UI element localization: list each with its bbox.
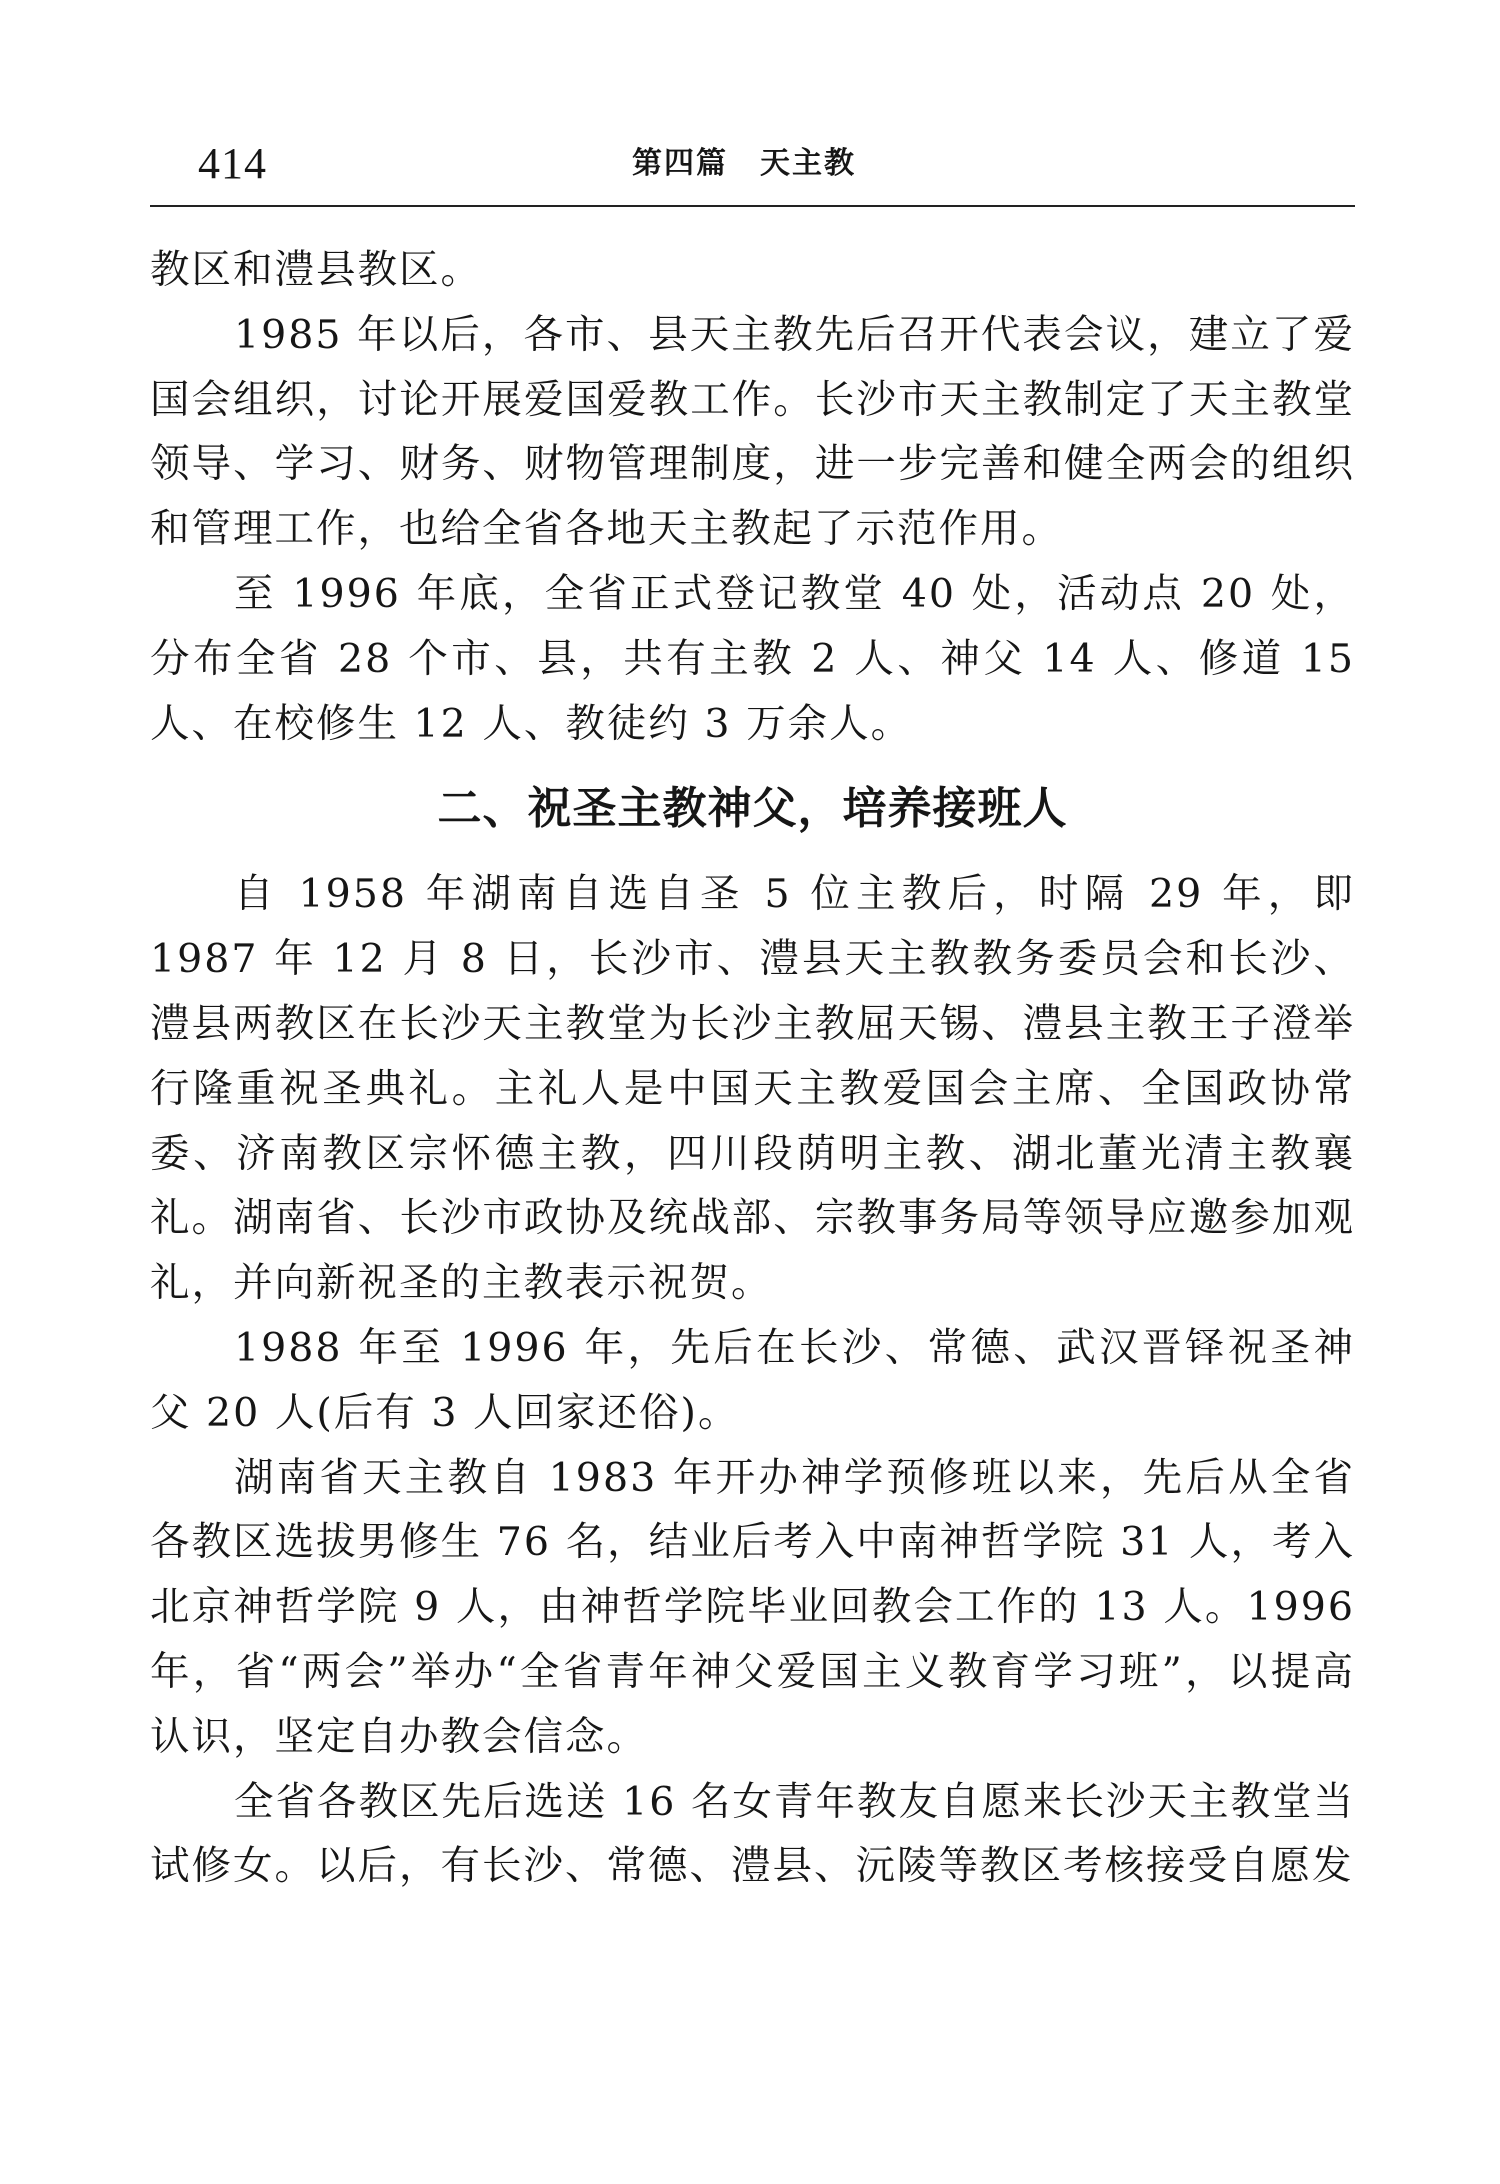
page-number: 414 — [198, 139, 267, 188]
paragraph: 湖南省天主教自 1983 年开办神学预修班以来，先后从全省各教区选拔男修生 76 名，结业后考入中南神哲学院 31 人，考入北京神哲学院 9 人，由神哲学院毕业回教会工作的 13 人。1996 年，省“两会”举办“全省青年神父爱国主义教育学习班”，以提高认识，坚定自办教会信念。 — [150, 1454, 1355, 1760]
paragraph: 1985 年以后，各市、县天主教先后召开代表会议，建立了爱国会组织，讨论开展爱国爱教工作。长沙市天主教制定了天主教堂领导、学习、财务、财物管理制度，进一步完善和健全两会的组织和管理工作，也给全省各地天主教起了示范作用。 — [150, 311, 1355, 553]
body-text — [150, 238, 1355, 1899]
paragraph-group-top — [150, 238, 1355, 756]
section-heading: 二、祝圣主教神父，培养接班人 — [437, 783, 1068, 835]
paragraph: 1988 年至 1996 年，先后在长沙、常德、武汉晋铎祝圣神父 20 人(后有 3 人回家还俗)。 — [150, 1324, 1355, 1436]
paragraph: 自 1958 年湖南自选自圣 5 位主教后，时隔 29 年，即 1987 年 12 月 8 日，长沙市、澧县天主教教务委员会和长沙、澧县两教区在长沙天主教堂为长沙主教屈天锡、澧县主教王子澄举行隆重祝圣典礼。主礼人是中国天主教爱国会主席、全国政协常委、济南教区宗怀德主教，四川段荫明主教、湖北董光清主教襄礼。湖南省、长沙市政协及统战部、宗教事务局等领导应邀参加观礼，并向新祝圣的主教表示祝贺。 — [150, 871, 1355, 1307]
paragraph: 教区和澧县教区。 — [150, 247, 482, 293]
running-title: 第四篇 天主教 — [632, 146, 856, 181]
page-header — [150, 134, 1355, 204]
paragraph: 至 1996 年底，全省正式登记教堂 40 处，活动点 20 处，分布全省 28 个市、县，共有主教 2 人、神父 14 人、修道 15 人、在校修生 12 人、教徒约 3 万余人。 — [150, 570, 1355, 747]
paragraph-group-bottom — [150, 862, 1355, 1899]
header-rule — [150, 205, 1355, 207]
paragraph: 全省各教区先后选送 16 名女青年教友自愿来长沙天主教堂当试修女。以后，有长沙、常德、澧县、沅陵等教区考核接受自愿发 — [150, 1778, 1355, 1890]
